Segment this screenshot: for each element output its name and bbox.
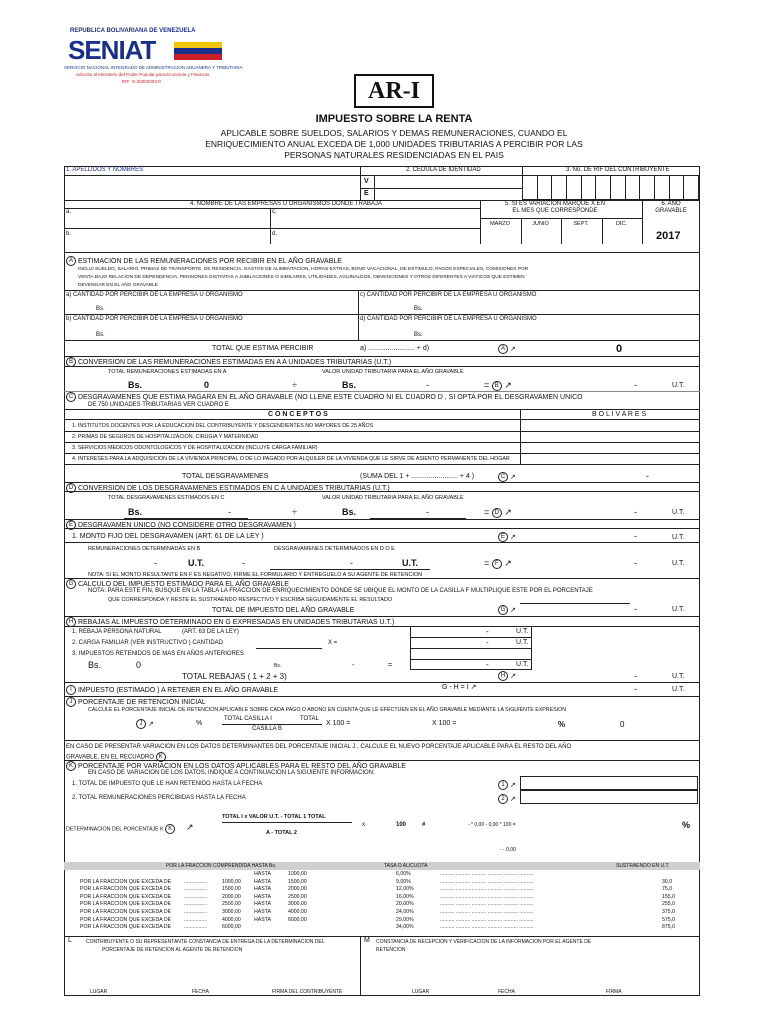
g-note-2: QUE CORRESPONDA Y RESTE EL SUSTRAENDO RESPECTIVO Y ESCRIBA SEGUIDAMENTE EL RESULTADO	[108, 597, 393, 603]
employer-c-input[interactable]	[270, 208, 480, 228]
d-ut: U.T.	[672, 509, 685, 516]
bs-b: Bs.	[96, 332, 105, 338]
desgravamen-item: 4. INTERESES PARA LA ADQUISICION DE LA VIVIENDA PRINCIPAL O DE LO PAGADO POR ALQUILER DE LA VIVIENDA QUE LE SIRVE DE ASIENTO PERMANENTE DEL HOGAR	[72, 456, 510, 462]
rate-to: 3000,00	[288, 901, 307, 908]
letter-d-icon: D	[66, 483, 76, 493]
rate-dots: .......... .......... .......... .......... .......... ..........	[440, 886, 534, 893]
cedula-input[interactable]	[374, 175, 522, 200]
rate-label: POR LA FRACCION QUE EXCEDA DE	[80, 886, 172, 893]
k-item-1-box	[498, 780, 516, 790]
rate-dots: .......... .......... .......... .......... .......... ..........	[440, 871, 534, 877]
total-c-box	[498, 472, 516, 482]
rate-from: 3000,00	[222, 909, 241, 915]
total-desgravamenes-value: -	[646, 471, 649, 481]
amount-a-input[interactable]	[110, 300, 350, 314]
rate-value: 6,00%	[396, 871, 411, 877]
subtitle-1: APLICABLE SOBRE SUELDOS, SALARIOS Y DEMAS REMUNERACIONES, CUANDO EL	[220, 128, 568, 138]
arrow-icon: ↗	[509, 345, 516, 353]
letter-c-icon: C	[498, 472, 508, 482]
republic-text: REPUBLICA BOLIVARIANA DE VENEZUELA	[70, 28, 196, 34]
e-item-1-ut: U.T.	[672, 534, 685, 541]
total-estimate-value: 0	[616, 343, 623, 355]
desgravamen-item: 3. SERVICIOS MEDICOS ODONTOLOGICOS Y DE HOSPITALIZACION (INCLUYE CARGA FAMILIAR)	[72, 445, 318, 451]
rate-from-dots: ................	[184, 916, 208, 923]
letter-a-icon: A	[66, 256, 76, 266]
b-ut-value: -	[426, 380, 429, 390]
total-estimate-formula: a) ........................ + d)	[360, 345, 430, 352]
h-value-3: -	[486, 660, 489, 669]
rate-label: POR LA FRACCION QUE EXCEDA DE	[80, 924, 172, 931]
rif-char-box[interactable]	[610, 175, 626, 200]
arrow-icon: ↗	[509, 606, 516, 614]
name-input[interactable]	[64, 175, 360, 200]
j-frac-bot: CASILLA B	[252, 726, 283, 732]
contributor-signature-area[interactable]	[64, 956, 360, 988]
h-bs-label: Bs.	[88, 660, 102, 670]
rif-char-box[interactable]	[669, 175, 685, 200]
rif-char-box[interactable]	[595, 175, 611, 200]
rate-col-3: SUSTRAENDO EN U.T.	[616, 863, 670, 869]
h-box	[498, 671, 516, 681]
section-i-title: I IMPUESTO (ESTIMADO ) A RETENER EN EL AÑO GRAVABLE	[66, 685, 278, 695]
rate-from-dots: ................	[184, 893, 208, 900]
rif-char-box[interactable]	[639, 175, 655, 200]
rate-sub: 155,0	[662, 893, 675, 900]
h-value-2: -	[486, 638, 489, 647]
i-ut: U.T.	[672, 686, 685, 693]
rate-to: 2500,00	[288, 893, 307, 900]
bolivares-header: B O L I V A R E S	[592, 411, 647, 418]
section-d-title: D CONVERSION DE LOS DESGRAVAMENES ESTIMADOS EN C A UNIDADES TRIBUTARIAS (U.T.)	[66, 483, 390, 493]
arrow-icon: ↗	[470, 684, 477, 691]
letter-e-icon: E	[498, 532, 508, 542]
month-checkbox[interactable]: JUNIO	[532, 221, 549, 227]
rate-from-dots: ................	[184, 901, 208, 908]
rate-from: 2000,00	[222, 893, 241, 900]
section-a-note-3: DEVENGAR EN EL AÑO GRAVABLE	[78, 283, 158, 288]
arrow-icon: ↗	[509, 795, 516, 803]
rate-from-dots: ................	[184, 886, 208, 893]
field-6-label: 6. AÑO GRAVABLE	[655, 201, 687, 214]
rate-label: POR LA FRACCION QUE EXCEDA DE	[80, 878, 172, 885]
h-value-1-ut: U.T.	[516, 628, 529, 635]
j-pct: %	[196, 720, 203, 727]
brand-text: SENIAT	[68, 35, 156, 65]
emp-c-label: c.	[272, 209, 277, 215]
h-bs-small: Bs.	[274, 663, 282, 669]
rate-from: 2500,00	[222, 901, 241, 908]
rif-char-box[interactable]	[522, 175, 538, 200]
rate-hasta: HASTA	[254, 878, 271, 885]
e-result: -	[634, 558, 637, 568]
section-e-title: E DESGRAVAMEN UNICO (NO CONSIDERE OTRO DESGRAVAMEN )	[66, 520, 296, 530]
footer-lugar: LUGAR	[90, 989, 108, 995]
e-rem-ut: U.T.	[188, 558, 205, 568]
rate-from-dots: ................	[184, 924, 208, 931]
rif-char-box[interactable]	[581, 175, 597, 200]
footer-fecha: FECHA	[192, 989, 209, 995]
number-2-icon: 2	[498, 794, 508, 804]
g-box	[498, 605, 516, 615]
footer-m-text-1: CONSTANCIA DE RECEPCION Y VERIFICACION DE LA INFORMACION POR EL AGENTE DE	[376, 939, 592, 945]
k-formula-bot: A - TOTAL 2	[266, 830, 297, 836]
j-pct2: %	[558, 720, 566, 729]
rate-from: 4000,00	[222, 916, 241, 923]
rate-value: 24,00%	[396, 909, 414, 915]
rate-dots: .......... .......... .......... .......... .......... ..........	[440, 909, 534, 915]
e-desg-label: DESGRAVAMENES DETERMINADOS EN D O E	[274, 546, 395, 552]
emp-b-label: b.	[66, 231, 72, 237]
h-value-2-ut: U.T.	[516, 639, 529, 646]
employer-a-input[interactable]	[64, 208, 270, 228]
amount-b-label: b) CANTIDAD POR PERCIBIR DE LA EMPRESA U ORGANISMO	[66, 316, 243, 322]
rate-sub: 75,0	[662, 886, 673, 893]
rif-char-box[interactable]	[537, 175, 553, 200]
e-item-1-value: -	[634, 531, 637, 541]
rif-char-box[interactable]	[551, 175, 567, 200]
tax-year: 2017	[656, 230, 681, 242]
j-frac-top: TOTAL CASILLA I	[224, 716, 272, 722]
e-minus: -	[242, 558, 245, 568]
form-title: IMPUESTO SOBRE LA RENTA	[315, 113, 473, 125]
b-bs2-label: Bs.	[342, 380, 357, 390]
arrow-icon: ↗	[509, 781, 516, 789]
e-rem-value: -	[154, 558, 157, 568]
rate-value: 12,00%	[396, 886, 414, 893]
arrow-icon: ↗	[504, 380, 512, 390]
form-code: AR-I	[354, 74, 434, 108]
amount-c-input[interactable]	[430, 300, 690, 314]
rate-to: 1500,00	[288, 878, 307, 885]
section-c-title: C DESGRAVAMENES QUE ESTIMA PAGARA EN EL AÑO GRAVABLE (NO LLENE ESTE CUADRO NI EL CUADRO D , SI OPTA POR EL DESGRAVAMEN UNICO	[66, 392, 583, 402]
rate-label: POR LA FRACCION QUE EXCEDA DE	[80, 901, 172, 908]
d-sub-left: TOTAL DESGRAVAMENES ESTIMADOS EN C	[108, 495, 225, 501]
b-bs-label: Bs.	[128, 380, 143, 390]
rif-char-box[interactable]	[625, 175, 641, 200]
rif-text: RIF: G-20000303-0	[122, 79, 161, 84]
rate-hasta: HASTA	[254, 893, 271, 900]
i-value: -	[634, 684, 637, 694]
rate-hasta: HASTA	[254, 901, 271, 908]
rate-to: 4000,00	[288, 909, 307, 915]
k-item-2-box	[498, 794, 516, 804]
g-note-1: NOTA: PARA ESTE FIN, BUSQUE EN LA TABLA LA FRACCION DE ENRIQUECIMIENTO DONDE SE UBIQUE EL MONTO DE LA CASILLA F MULTIPLIQUE ESTE POR EL PORCENTAJE	[88, 588, 593, 594]
total-desgravamenes-formula: (SUMA DEL 1 + ........................ + 4 )	[360, 473, 475, 480]
d-ut-value: -	[426, 507, 429, 517]
g-total-label: TOTAL DE IMPUESTO DEL AÑO GRAVABLE	[212, 607, 355, 614]
k-calc-2: - - 0,00	[500, 847, 516, 853]
b-sub-left: TOTAL REMUNERACIONES ESTIMADAS EN A	[108, 369, 227, 375]
i-formula: G - H = I ↗	[442, 684, 477, 691]
rate-sub: 875,0	[662, 924, 675, 931]
d-sub-right: VALOR UNIDAD TRIBUTARIA PARA EL AÑO GRAVABLE	[322, 495, 464, 501]
j-x100: X 100 =	[326, 720, 351, 727]
arrow-icon: ↗	[509, 533, 516, 541]
h-item-3-dash: -	[352, 662, 355, 669]
section-h-title: H REBAJAS AL IMPUESTO DETERMINADO EN G EXPRESADAS EN UNIDADES TRIBUTARIAS U.T.)	[66, 617, 394, 627]
h-item-1: 1. REBAJA PERSONA NATURAL	[72, 629, 162, 635]
field-4-label: 4. NOMBRE DE LAS EMPRESAS U ORGANISMOS DONDE TRABAJA	[190, 201, 382, 207]
logo	[64, 28, 243, 90]
h-item-2-x: X =	[328, 640, 338, 646]
k-item-2: 2. TOTAL REMUNERACIONES PERCIBIDAS HASTA LA FECHA	[72, 795, 246, 801]
arrow-icon: ↗	[504, 507, 512, 517]
rate-col-1: POR LA FRACCION COMPRENDIDA HASTA Bs.	[166, 863, 277, 869]
family-count-input[interactable]	[256, 636, 322, 648]
desgravamen-item: 2. PRIMAS DE SEGUROS DE HOSPITALIZACION, CIRUGIA Y MATERNIDAD	[72, 434, 259, 440]
k-note: EN CASO DE VARIACION DE LOS DATOS, INDIQUE A CONTINUACION LA SIGUIENTE INFORMACION:	[88, 770, 375, 776]
d-divide: ÷	[292, 507, 297, 517]
employer-d-input[interactable]	[270, 228, 480, 244]
letter-f-icon: F	[492, 559, 502, 569]
letter-h-icon: H	[498, 671, 508, 681]
rate-dots: .......... .......... .......... .......... .......... ..........	[440, 924, 534, 931]
letter-e-icon: E	[66, 520, 76, 530]
k-retained-input[interactable]	[520, 776, 698, 790]
section-a-note-2: VENTA BAJO RELACION DE DEPENDENCIA, PENSIONES DISTINTAS A JUBILACIONES O SIMILARES, UTILIDADES, AGUINALDOS, OBVENCIONES Y OTROS DIFERENTES A VIATICOS QUE ESTIMEN	[78, 275, 525, 280]
letter-b-icon: B	[492, 381, 502, 391]
amount-d-input[interactable]	[430, 326, 690, 340]
letter-k-icon: K	[165, 824, 175, 834]
h-item-3-eq: =	[388, 662, 393, 669]
e-note: NOTA: SI EL MONTO RESULTANTE EN F ES NEGATIVO, FIRME EL FORMULARIO Y ENTREGUELO A SU AGENTE DE RETENCION	[88, 572, 423, 578]
arrow-icon: ↗	[186, 822, 194, 832]
agent-signature-area[interactable]	[360, 956, 700, 988]
rate-sub: 575,0	[662, 916, 675, 923]
h-value-1: -	[486, 627, 489, 636]
field-3-label: 3. No. DE RIF DEL CONTRIBUYENTE	[566, 167, 670, 173]
footer-firma: FIRMA	[606, 989, 622, 995]
g-total-value: -	[634, 604, 637, 614]
e-desg-ut: U.T.	[402, 558, 419, 568]
h-total-value: -	[634, 671, 637, 681]
k-item-1: 1. TOTAL DE IMPUESTO QUE LE HAN RETENIDO HASTA LA FECHA	[72, 781, 263, 787]
total-estimate-label: TOTAL QUE ESTIMA PERCIBIR	[212, 345, 314, 352]
j-x100b: X 100 =	[432, 720, 457, 727]
k-calc: - * 0,00 - 0,00 * 100 =	[468, 822, 516, 828]
section-j-title: J PORCENTAJE DE RETENCION INICIAL	[66, 697, 206, 707]
b-sub-right: VALOR UNIDAD TRIBUTARIA PARA EL AÑO GRAVABLE	[322, 369, 464, 375]
j-note: CALCULE EL PORCENTAJE INICIAL DE RETENCION APLICABLE SOBRE CADA PAGO O ABONO EN CUENTA QUE LE EFECTUEN EN EL AÑO GRAVABLE MEDIANTE LA SIGUIENTE EXPRESION	[88, 707, 567, 713]
rate-label: POR LA FRACCION QUE EXCEDA DE	[80, 909, 172, 915]
d-result: -	[634, 507, 637, 517]
footer-m-text-2: RETENCION	[376, 947, 406, 953]
rate-value: 34,00%	[396, 924, 414, 931]
j-value: 0	[620, 720, 625, 729]
letter-k-icon: K	[156, 752, 166, 762]
arrow-icon: ↗	[504, 558, 512, 568]
b-result: -	[634, 380, 637, 390]
e-rem-label: REMUNERACIONES DETERMINADAS EN B	[88, 546, 201, 552]
field-1-label: 1. APELLIDOS Y NOMBRES	[66, 167, 144, 173]
desgravamen-amount-input[interactable]	[520, 442, 700, 453]
rif-char-box[interactable]	[683, 175, 699, 200]
section-k-title: K PORCENTAJE POR VARIACION EN LOS DATOS APLICABLES PARA EL RESTO DEL AÑO GRAVABLE	[66, 761, 406, 771]
rate-table-header	[64, 862, 700, 870]
h-value-3-ut: U.T.	[516, 661, 529, 668]
section-a-title: A ESTIMACION DE LAS REMUNERACIONES POR RECIBIR EN EL AÑO GRAVABLE	[66, 256, 342, 266]
k-formula-top: TOTAL I x VALOR U.T. - TOTAL 1 TOTAL	[222, 814, 326, 820]
amount-a-label: a) CANTIDAD POR PERCIBIR DE LA EMPRESA U ORGANISMO	[66, 292, 243, 298]
rate-to: 2000,00	[288, 886, 307, 893]
letter-h-icon: H	[66, 617, 76, 627]
footer-firma-contrib: FIRMA DEL CONTRIBUYENTE	[272, 989, 343, 995]
letter-g-icon: G	[66, 579, 76, 589]
bs-a: Bs.	[96, 306, 105, 312]
k-pct: %	[682, 820, 691, 830]
subtitle-3: PERSONAS NATURALES RESIDENCIADAS EN EL PAIS	[284, 150, 504, 160]
section-g-title: G CALCULO DEL IMPUESTO ESTIMADO PARA EL AÑO GRAVABLE	[66, 579, 289, 589]
h-item-3: 3. IMPUESTOS RETENIDOS DE MAS EN AÑOS ANTERIORES	[72, 651, 244, 657]
k-hundred: 100	[396, 822, 407, 828]
agency-text: SERVICIO NACIONAL INTEGRADO DE ADMINISTRACION ADUANERA Y TRIBUTARIA	[64, 65, 243, 70]
e-equals: = F ↗	[484, 558, 512, 568]
v-label: V	[364, 178, 369, 185]
d-value: -	[228, 507, 231, 517]
h-total-label: TOTAL REBAJAS ( 1 + 2 + 3)	[182, 672, 287, 681]
field-5-label: 5. SI ES VARIACION MARQUE X EN EL MES QUE CORRESPONDE	[505, 201, 605, 214]
k-received-input[interactable]	[520, 790, 698, 804]
footer-m-letter: M	[364, 937, 370, 944]
rate-hasta: HASTA	[254, 871, 271, 877]
flag-icon	[174, 42, 222, 60]
month-checkbox[interactable]: MARZO	[490, 221, 510, 227]
desgravamen-amount-input[interactable]	[520, 420, 700, 431]
d-bs2-label: Bs.	[342, 507, 357, 517]
amount-d-label: d) CANTIDAD POR PERCIBIR DE LA EMPRESA U ORGANISMO	[360, 316, 537, 322]
emp-a-label: a.	[66, 209, 72, 215]
section-a-note-1: INCLUI SUELDO, SALARIO, PRIMAS DE TRANSPORTE, DE RESIDENCIA, GASTOS DE ALIMENTACION, HORAS EXTRAS, BONO VACACIONAL, DE ESTIMULO, PAGOS ESPECIALES, COMISIONES POR	[78, 267, 529, 272]
footer-lugar-2: LUGAR	[412, 989, 430, 995]
rate-to: 6000,00	[288, 916, 307, 923]
k-hash: #	[422, 822, 426, 828]
rate-dots: .......... .......... .......... .......... .......... ..........	[440, 916, 534, 923]
field-2-label: 2. CEDULA DE IDENTIDAD	[406, 167, 481, 173]
desgravamen-amount-input[interactable]	[520, 453, 700, 464]
letter-d-icon: D	[492, 508, 502, 518]
rate-from: 6000,00	[222, 924, 241, 931]
section-c-title-2: DE 750 UNIDADES TRIBUTARIAS VER CUADRO E	[88, 402, 229, 408]
amount-c-label: c) CANTIDAD POR PERCIBIR DE LA EMPRESA U ORGANISMO	[360, 292, 537, 298]
e-result-ut: U.T.	[672, 560, 685, 567]
section-b-title: B CONVERSION DE LAS REMUNERACIONES ESTIMADAS EN A A UNIDADES TRIBUTARIAS (U.T.)	[66, 357, 391, 367]
rate-to: 1000,00	[288, 871, 307, 877]
subtitle-2: ENRIQUECIMIENTO ANUAL EXCEDA DE 1,000 UNIDADES TRIBUTARIAS A PERCIBIR POR LAS	[205, 139, 583, 149]
desgravamen-item: 1. INSTITUTOS DOCENTES POR LA EDUCACION DEL CONTRIBUYENTE Y DESCENDIENTES NO MAYORES DE 25 AÑOS	[72, 423, 374, 429]
rate-value: 20,00%	[396, 901, 414, 908]
letter-a-icon: A	[498, 344, 508, 354]
b-value: 0	[204, 380, 210, 390]
j-variation-1: EN CASO DE PRESENTAR VARIACION EN LOS DATOS DETERMINANTES DEL PORCENTAJE INICIAL J , CALCULE EL NUEVO PORCENTAJE APLICABLE PARA EL RESTO DEL AÑO	[66, 744, 572, 750]
rate-from-dots: ................	[184, 878, 208, 885]
rate-from: 1500,00	[222, 886, 241, 893]
conceptos-header: C O N C E P T O S	[268, 411, 328, 418]
rate-dots: .......... .......... .......... .......... .......... ..........	[440, 878, 534, 885]
ministry-text: Adscrito al Ministerio del Poder Popular para Economia y Finanzas	[76, 72, 210, 77]
e-label: E	[364, 190, 369, 197]
month-checkbox[interactable]: DIC.	[616, 221, 627, 227]
letter-j-icon: J	[136, 719, 146, 729]
h-bs-value: 0	[136, 660, 142, 670]
rate-value: 16,00%	[396, 893, 414, 900]
rate-sub: 255,0	[662, 901, 675, 908]
rif-char-box[interactable]	[654, 175, 670, 200]
rate-from: 1000,00	[222, 878, 241, 885]
e-desg-value: -	[350, 558, 353, 568]
employer-b-input[interactable]	[64, 228, 270, 244]
e-item-1: 1. MONTO FIJO DEL DESGRAVAMEN (ART. 61 DE LA LEY )	[72, 533, 264, 540]
emp-d-label: d.	[272, 231, 278, 237]
rif-char-box[interactable]	[566, 175, 582, 200]
arrow-icon: ↗	[509, 672, 516, 680]
b-equals: = B ↗	[484, 380, 512, 390]
rate-value: 9,00%	[396, 878, 411, 885]
total-estimate-box	[498, 344, 516, 354]
h-item-2: 2. CARGA FAMILIAR (VER INSTRUCTIVO ) CANTIDAD	[72, 640, 224, 646]
number-1-icon: 1	[498, 780, 508, 790]
j-variation-2: GRAVABLE, EN EL RECUADRO K	[66, 752, 166, 762]
k-det-label: DETERMINACION DEL PORCENTAJE K K	[66, 824, 175, 834]
rate-from-dots: ................	[184, 909, 208, 915]
bs-c: Bs.	[414, 306, 423, 312]
letter-c-icon: C	[66, 392, 76, 402]
rate-sub: 375,0	[662, 909, 675, 915]
desgravamen-amount-input[interactable]	[520, 431, 700, 442]
rate-label: POR LA FRACCION QUE EXCEDA DE	[80, 916, 172, 923]
month-checkbox[interactable]: SEPT.	[573, 221, 589, 227]
rate-sub: 30,0	[662, 878, 673, 885]
letter-g-icon: G	[498, 605, 508, 615]
k-x: x	[362, 822, 365, 828]
rate-hasta: HASTA	[254, 916, 271, 923]
j-left-formula	[136, 719, 154, 729]
rate-value: 29,00%	[396, 916, 414, 923]
footer-fecha-2: FECHA	[498, 989, 515, 995]
j-frac-total: TOTAL	[300, 716, 319, 722]
letter-k-icon: K	[66, 761, 76, 771]
bs-d: Bs.	[414, 332, 423, 338]
footer-l-text-2: PORCENTAJE DE RETENCION AL AGENTE DE RETENCION	[102, 947, 243, 953]
b-divide: ÷	[292, 380, 297, 390]
arrow-icon: ↗	[509, 473, 516, 481]
letter-j-icon: J	[66, 697, 76, 707]
rate-dots: .......... .......... .......... .......... .......... ..........	[440, 893, 534, 900]
e-box	[498, 532, 516, 542]
letter-b-icon: B	[66, 357, 76, 367]
total-desgravamenes-label: TOTAL DESGRAVAMENES	[182, 473, 269, 480]
h-item-1-ref: (ART. 63 DE LA LEY)	[182, 629, 239, 635]
footer-l-text-1: CONTRIBUYENTE O SU REPRESENTANTE CONSTANCIA DE ENTREGA DE LA DETERMINACION DEL	[86, 939, 325, 945]
footer-l-letter: L	[68, 937, 72, 944]
rate-dots: .......... .......... .......... .......... .......... ..........	[440, 901, 534, 908]
rate-col-2: TASA O ALICUOTA	[384, 863, 428, 869]
rate-hasta: HASTA	[254, 886, 271, 893]
letter-i-icon: I	[66, 685, 76, 695]
d-equals: = D ↗	[484, 507, 512, 517]
arrow-icon: ↗	[147, 720, 154, 728]
rate-hasta: HASTA	[254, 909, 271, 915]
rate-label: POR LA FRACCION QUE EXCEDA DE	[80, 893, 172, 900]
g-ut: U.T.	[672, 606, 685, 613]
h-total-ut: U.T.	[672, 673, 685, 680]
amount-b-input[interactable]	[110, 326, 350, 340]
d-bs-label: Bs.	[128, 507, 143, 517]
b-ut: U.T.	[672, 382, 685, 389]
